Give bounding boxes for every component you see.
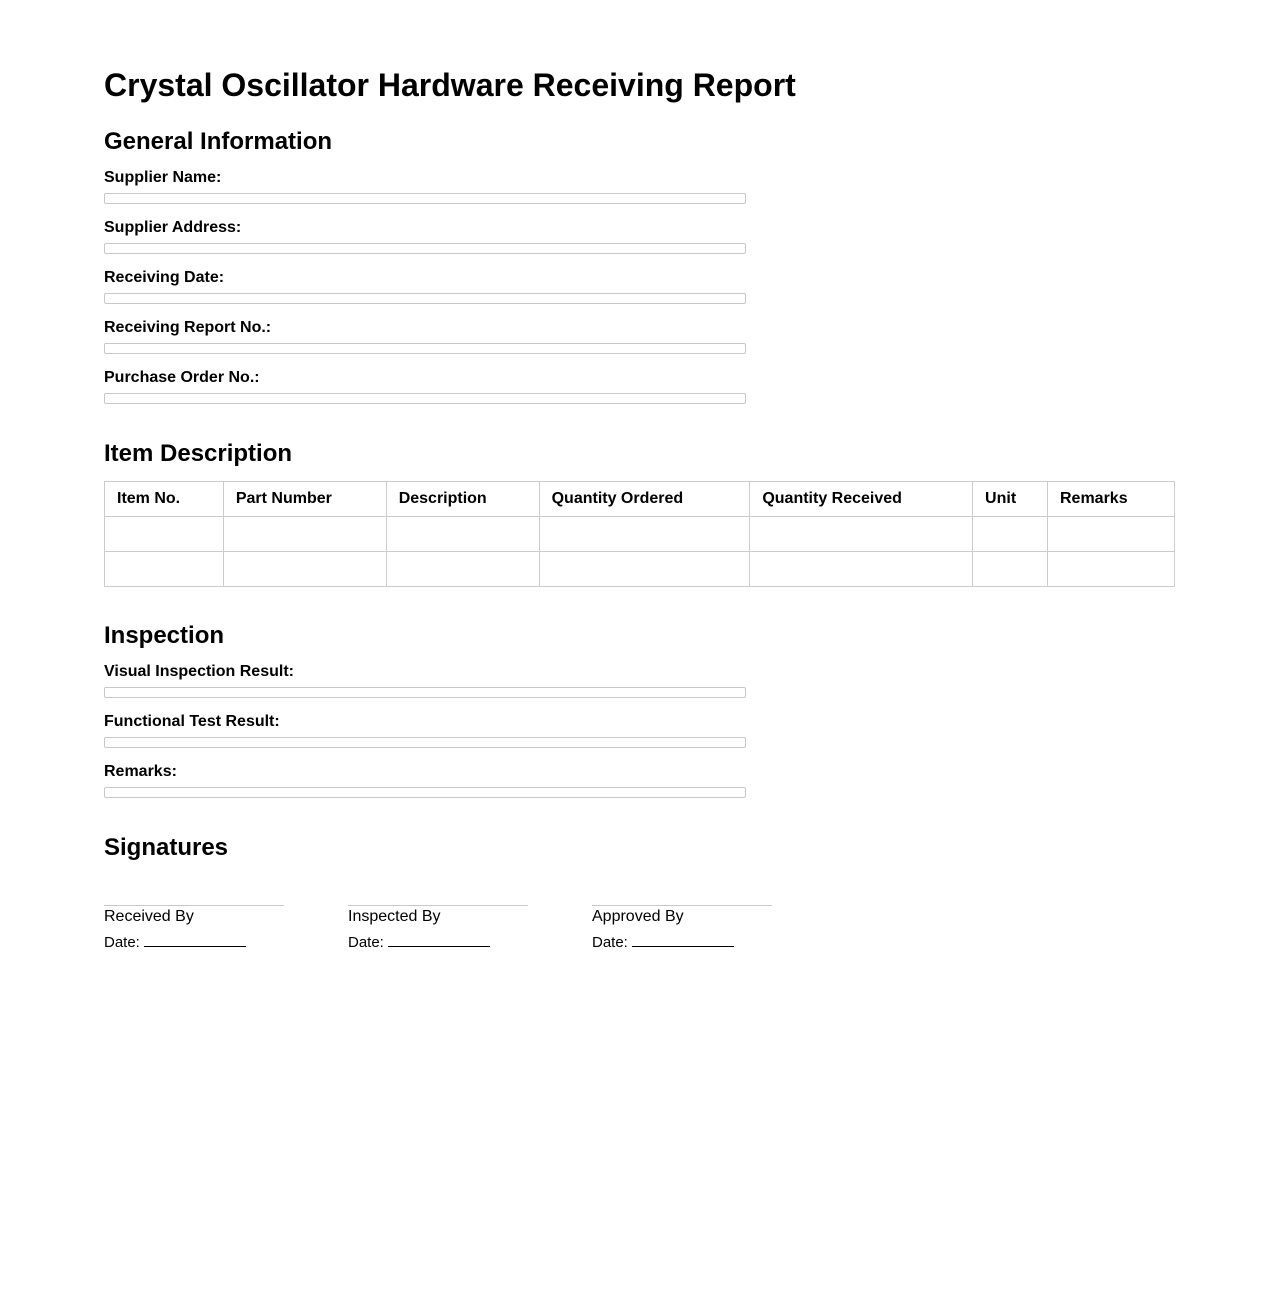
date-label: Date:	[104, 934, 140, 951]
column-header-remarks: Remarks	[1048, 482, 1175, 517]
table-row	[105, 517, 1175, 552]
receiving-date-label: Receiving Date:	[104, 269, 225, 286]
visual-inspection-result-input[interactable]	[104, 687, 746, 698]
column-header-part-number: Part Number	[223, 482, 386, 517]
column-header-quantity-received: Quantity Received	[750, 482, 973, 517]
signature-role-label: Approved By	[592, 908, 684, 925]
signature-line[interactable]	[592, 905, 772, 906]
signature-block-approved	[592, 905, 772, 951]
table-cell[interactable]	[750, 517, 973, 552]
signature-line[interactable]	[348, 905, 528, 906]
table-cell[interactable]	[105, 552, 224, 587]
purchase-order-no-input[interactable]	[104, 393, 746, 404]
table-cell[interactable]	[386, 517, 539, 552]
table-cell[interactable]	[386, 552, 539, 587]
supplier-address-label: Supplier Address:	[104, 219, 242, 236]
table-cell[interactable]	[750, 552, 973, 587]
signature-date	[348, 934, 528, 951]
item-description-heading: Item Description	[104, 440, 293, 467]
table-header-row	[105, 482, 1175, 517]
supplier-name-input[interactable]	[104, 193, 746, 204]
receiving-report-no-label: Receiving Report No.:	[104, 319, 272, 336]
inspection-heading: Inspection	[104, 622, 225, 649]
table-cell[interactable]	[223, 517, 386, 552]
visual-inspection-result-label: Visual Inspection Result:	[104, 663, 294, 680]
column-header-item-no: Item No.	[105, 482, 224, 517]
signature-line[interactable]	[104, 905, 284, 906]
table-cell[interactable]	[973, 552, 1048, 587]
purchase-order-no-label: Purchase Order No.:	[104, 369, 260, 386]
signature-block-received	[104, 905, 284, 951]
signature-role-label: Inspected By	[348, 908, 441, 925]
table-cell[interactable]	[973, 517, 1048, 552]
receiving-report-no-input[interactable]	[104, 343, 746, 354]
inspection-remarks-label: Remarks:	[104, 763, 177, 780]
table-cell[interactable]	[539, 517, 750, 552]
table-cell[interactable]	[105, 517, 224, 552]
date-blank[interactable]	[632, 934, 734, 947]
functional-test-result-label: Functional Test Result:	[104, 713, 280, 730]
supplier-address-input[interactable]	[104, 243, 746, 254]
table-cell[interactable]	[1048, 552, 1175, 587]
column-header-quantity-ordered: Quantity Ordered	[539, 482, 750, 517]
date-blank[interactable]	[144, 934, 246, 947]
table-cell[interactable]	[539, 552, 750, 587]
column-header-description: Description	[386, 482, 539, 517]
general-information-heading: General Information	[104, 128, 333, 155]
inspection-remarks-input[interactable]	[104, 787, 746, 798]
functional-test-result-input[interactable]	[104, 737, 746, 748]
signature-date	[592, 934, 772, 951]
table-cell[interactable]	[1048, 517, 1175, 552]
item-table	[104, 481, 1175, 587]
signatures-heading: Signatures	[104, 834, 229, 861]
receiving-date-input[interactable]	[104, 293, 746, 304]
column-header-unit: Unit	[973, 482, 1048, 517]
date-label: Date:	[592, 934, 628, 951]
date-blank[interactable]	[388, 934, 490, 947]
signature-date	[104, 934, 284, 951]
signature-role-label: Received By	[104, 908, 194, 925]
page-title: Crystal Oscillator Hardware Receiving Report	[104, 67, 796, 103]
table-cell[interactable]	[223, 552, 386, 587]
signature-block-inspected	[348, 905, 528, 951]
supplier-name-label: Supplier Name:	[104, 169, 222, 186]
date-label: Date:	[348, 934, 384, 951]
table-row	[105, 552, 1175, 587]
